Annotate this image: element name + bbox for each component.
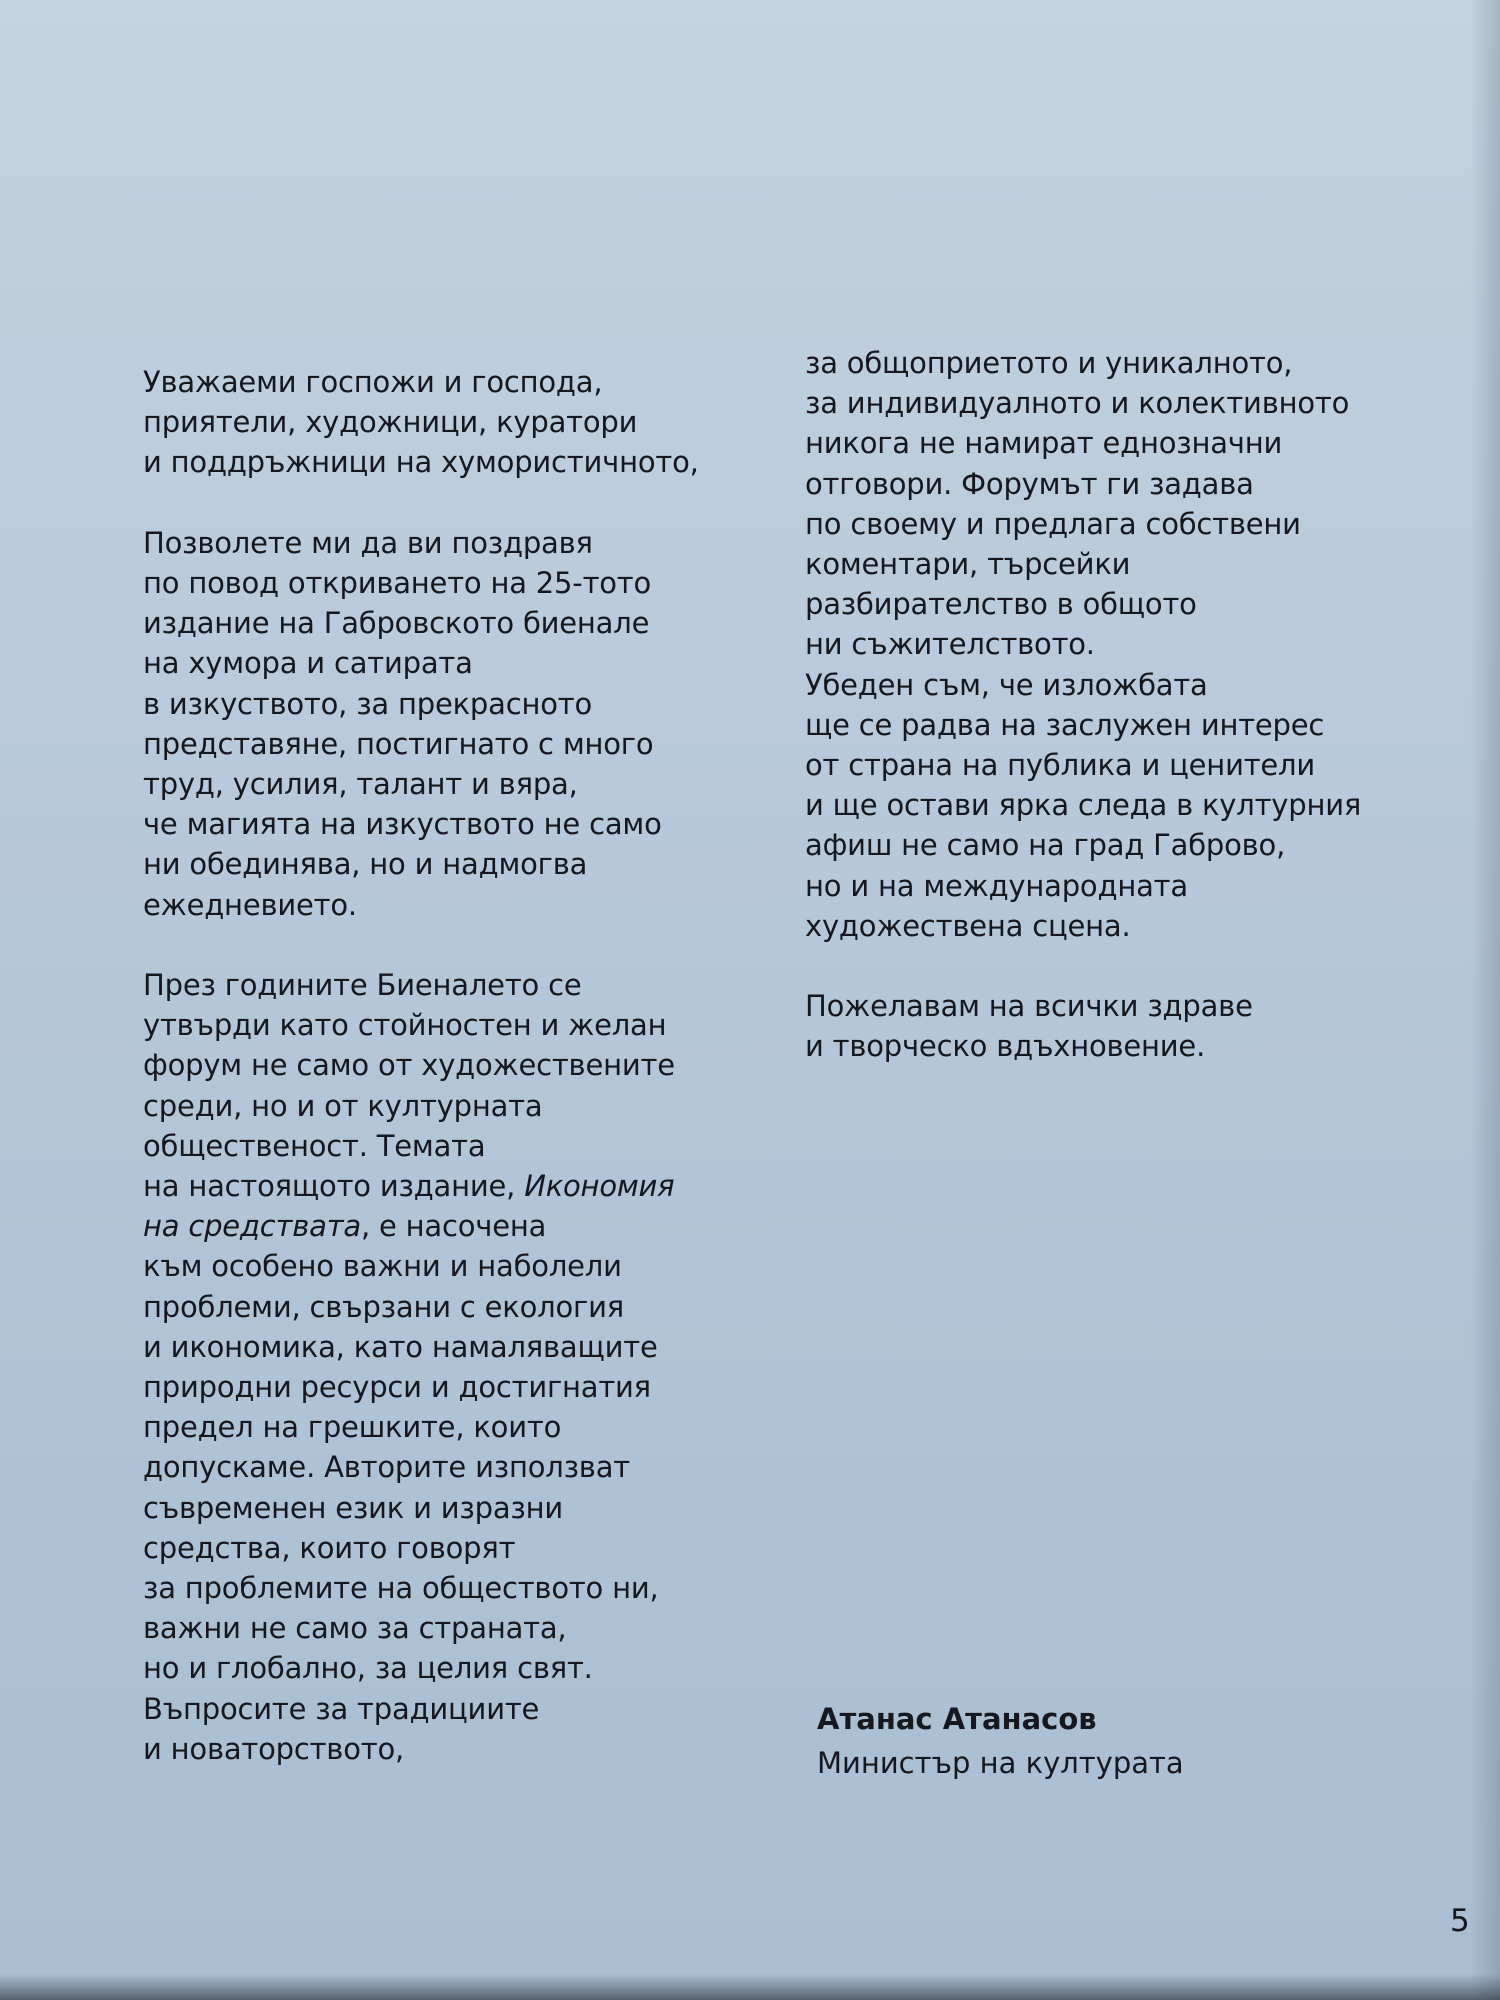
- text-line: Въпросите за традициите: [143, 1691, 540, 1726]
- text-line: на хумора и сатирата: [143, 646, 473, 681]
- text-line: от страна на публика и ценители: [805, 748, 1316, 783]
- text-line: отговори. Форумът ги задава: [805, 466, 1254, 501]
- text-line: [143, 1166, 783, 1206]
- forum-paragraph: [805, 343, 1485, 946]
- text-line: и поддръжници на хумористичното,: [143, 445, 699, 480]
- text-line: че магията на изкуството не само: [143, 807, 662, 842]
- greeting-paragraph: [143, 362, 783, 483]
- text-line: Убеден съм, че изложбата: [805, 667, 1208, 702]
- text-line: съвременен език и изразни: [143, 1490, 564, 1525]
- text-line: представяне, постигнато с много: [143, 726, 654, 761]
- congratulation-paragraph: [143, 523, 783, 925]
- text-line: ще се радва на заслужен интерес: [805, 707, 1325, 742]
- biennale-paragraph: [143, 965, 783, 1769]
- text-line: общественост. Темата: [143, 1128, 486, 1163]
- text-line: в изкуството, за прекрасното: [143, 686, 592, 721]
- text-line: природни ресурси и достигнатия: [143, 1370, 651, 1405]
- text-line: приятели, художници, куратори: [143, 405, 638, 440]
- text-line: средства, които говорят: [143, 1530, 516, 1565]
- text-line: важни не само за страната,: [143, 1611, 567, 1646]
- text-line: Пожелавам на всички здраве: [805, 989, 1253, 1024]
- text-line: През годините Биеналето се: [143, 968, 582, 1003]
- text-line: и творческо вдъхновение.: [805, 1029, 1206, 1064]
- text-line: по повод откриването на 25-тото: [143, 566, 652, 600]
- text-line: Позволете ми да ви поздравя: [143, 525, 593, 560]
- text-line: Уважаеми госпожи и господа,: [143, 365, 603, 399]
- wishes-paragraph: [805, 986, 1485, 1066]
- text-line: и ще остави ярка следа в културния: [805, 788, 1362, 823]
- text-line: за проблемите на обществото ни,: [143, 1571, 659, 1606]
- theme-line-prefix: на настоящото издание,: [143, 1169, 525, 1204]
- text-line: издание на Габровското биенале: [143, 606, 650, 641]
- text-line: никога не намират еднозначни: [805, 426, 1283, 461]
- page-bottom-shadow: [0, 1974, 1500, 2000]
- text-line: ни обединява, но и надмогва: [143, 847, 588, 882]
- text-line: но и на международната: [805, 868, 1188, 903]
- text-line: предел на грешките, които: [143, 1410, 562, 1445]
- text-line: проблеми, свързани с екология: [143, 1289, 624, 1324]
- text-line: ни съжителството.: [805, 627, 1095, 662]
- text-line: за общоприетото и уникалното,: [805, 346, 1293, 380]
- signatory-name: Атанас Атанасов: [817, 1702, 1097, 1736]
- page-number: 5: [1450, 1903, 1470, 1939]
- text-line: художествена сцена.: [805, 908, 1131, 943]
- text-line: коментари, търсейки: [805, 547, 1131, 582]
- text-line: по своему и предлага собствени: [805, 506, 1301, 541]
- theme-title-italic: Икономия: [524, 1169, 675, 1204]
- theme-line-suffix: , е насочена: [360, 1209, 547, 1244]
- text-line: но и глобално, за целия свят.: [143, 1651, 593, 1686]
- text-line: допускаме. Авторите използват: [143, 1450, 630, 1485]
- text-line: утвърди като стойностен и желан: [143, 1008, 667, 1043]
- text-line: към особено важни и наболели: [143, 1249, 622, 1284]
- theme-title-italic: на средствата: [143, 1209, 361, 1244]
- text-line: ежедневието.: [143, 887, 357, 922]
- right-text-column: [805, 343, 1485, 1067]
- text-line: среди, но и от културната: [143, 1088, 543, 1123]
- text-line: форум не само от художествените: [143, 1048, 675, 1083]
- text-line: труд, усилия, талант и вяра,: [143, 767, 578, 802]
- text-line: [143, 1206, 783, 1246]
- text-line: афиш не само на град Габрово,: [805, 828, 1286, 863]
- signature-block: [817, 1697, 1417, 1785]
- text-line: за индивидуалното и колективното: [805, 386, 1350, 421]
- text-line: и новаторството,: [143, 1731, 405, 1766]
- text-line: и икономика, като намаляващите: [143, 1329, 658, 1364]
- text-line: разбирателство в общото: [805, 587, 1197, 622]
- signatory-title: Министър на културата: [817, 1746, 1184, 1780]
- left-text-column: [143, 362, 783, 1769]
